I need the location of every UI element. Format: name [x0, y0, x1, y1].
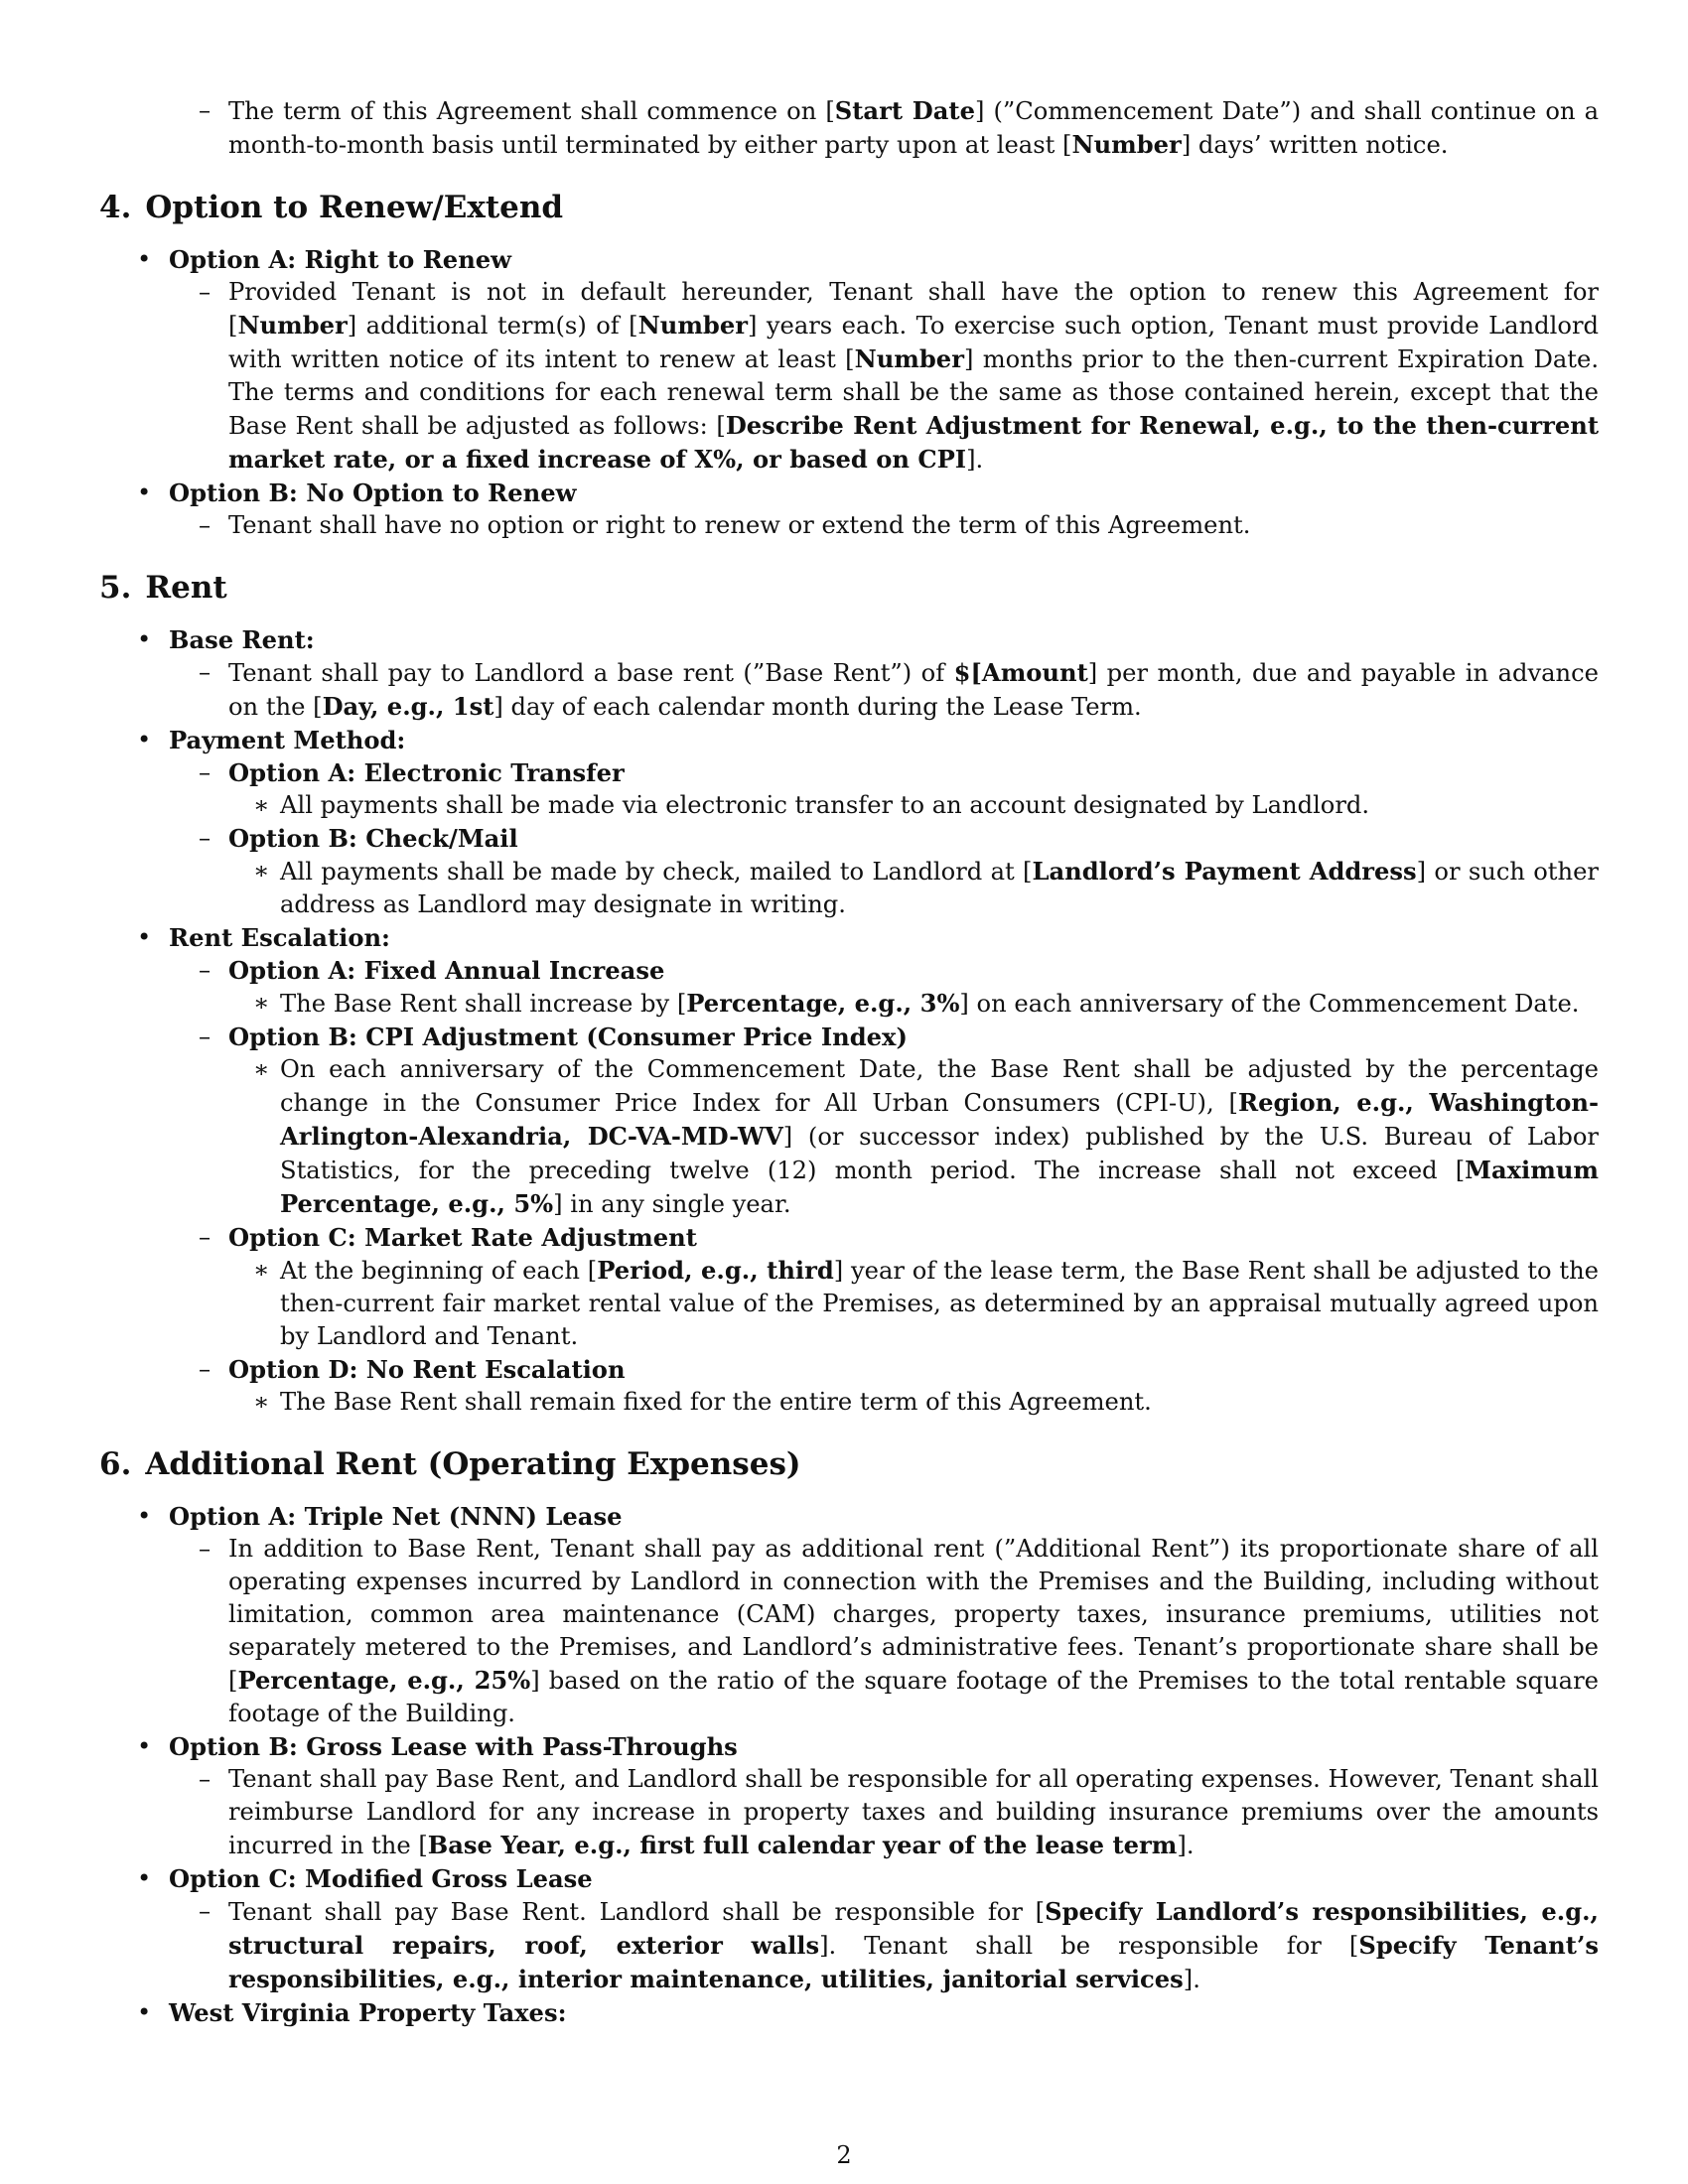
s6-option-c-text: – Tenant shall pay Base Rent. Landlord shall be responsible for [Specify Landlord’s responsibilities, e.g., structural repairs, roof, exterior walls]. Tenant shall be responsible for [Specify Tenant’s responsibilities, e.g., interior maintenance, utilities, janitorial services].	[99, 1895, 1599, 1996]
s4-option-a-text: – Provided Tenant is not in default hereunder, Tenant shall have the option to renew this Agreement for [Number] additional term(s) of [Number] years each. To exercise such option, Tenant must provide Landlord with written notice of its intent to renew at least [Number] months prior to the then-current Expiration Date. The terms and conditions for each renewal term shall be the same as those contained herein, except that the Base Rent shall be adjusted as follows: [Describe Rent Adjustment for Renewal, e.g., to the then-current market rate, or a fixed increase of X%, or based on CPI].	[99, 276, 1599, 477]
escalation-option-b-text: ∗ On each anniversary of the Commencement Date, the Base Rent shall be adjusted by the percentage change in the Consumer Price Index for All Urban Consumers (CPI-U), [Region, e.g., Washington-Arlington-Alexandria, DC-VA-MD-WV] (or successor index) published by the U.S. Bureau of Labor Statistics, for the preceding twelve (12) month period. The increase shall not exceed [Maximum Percentage, e.g., 5%] in any single year.	[99, 1053, 1599, 1221]
s6-option-a-text: – In addition to Base Rent, Tenant shall pay as additional rent (”Additional Rent”) its proportionate share of all operating expenses incurred by Landlord in connection with the Premises and the Building, including without limitation, common area maintenance (CAM) charges, property taxes, insurance premiums, utilities not separately metered to the Premises, and Landlord’s administrative fees. Tenant’s proportionate share shall be [Percentage, e.g., 25%] based on the ratio of the square footage of the Premises to the total rentable square footage of the Building.	[99, 1533, 1599, 1730]
s6-option-a-label: • Option A: Triple Net (NNN) Lease	[99, 1500, 1599, 1533]
s4-option-a-label: • Option A: Right to Renew	[99, 243, 1599, 276]
section-6-heading: 6. Additional Rent (Operating Expenses)	[99, 1446, 801, 1482]
escalation-option-a-label: – Option A: Fixed Annual Increase	[99, 954, 1599, 987]
base-rent-text: – Tenant shall pay to Landlord a base rent (”Base Rent”) of $[Amount] per month, due and payable in advance on the [Day, e.g., 1st] day of each calendar month during the Lease Term.	[99, 656, 1599, 724]
escalation-option-d-label: – Option D: No Rent Escalation	[99, 1353, 1599, 1386]
escalation-option-d-text: ∗ The Base Rent shall remain fixed for the entire term of this Agreement.	[99, 1386, 1599, 1419]
s4-option-b-text: – Tenant shall have no option or right to renew or extend the term of this Agreement.	[99, 509, 1599, 542]
rent-escalation-label: • Rent Escalation:	[99, 921, 1599, 954]
document-page	[99, 94, 1599, 2029]
escalation-option-c-text: ∗ At the beginning of each [Period, e.g., third] year of the lease term, the Base Rent shall be adjusted to the then-current fair market rental value of the Premises, as determined by an appraisal mutually agreed upon by Landlord and Tenant.	[99, 1254, 1599, 1353]
s6-option-b-label: • Option B: Gross Lease with Pass-Throughs	[99, 1730, 1599, 1763]
s4-option-b-label: • Option B: No Option to Renew	[99, 477, 1599, 509]
payment-option-a-label: – Option A: Electronic Transfer	[99, 756, 1599, 789]
payment-option-a-text: ∗ All payments shall be made via electronic transfer to an account designated by Landlord.	[99, 789, 1599, 822]
s6-option-c-label: • Option C: Modified Gross Lease	[99, 1862, 1599, 1895]
wv-property-taxes-label: • West Virginia Property Taxes:	[99, 1996, 1599, 2029]
escalation-option-c-label: – Option C: Market Rate Adjustment	[99, 1221, 1599, 1254]
payment-option-b-text: ∗ All payments shall be made by check, mailed to Landlord at [Landlord’s Payment Address] or such other address as Landlord may designate in writing.	[99, 855, 1599, 921]
section-4-heading: 4. Option to Renew/Extend	[99, 190, 564, 225]
term-paragraph: – The term of this Agreement shall commence on [Start Date] (”Commencement Date”) and shall continue on a month-to-month basis until terminated by either party upon at least [Number] days’ written notice.	[99, 94, 1599, 162]
escalation-option-a-text: ∗ The Base Rent shall increase by [Percentage, e.g., 3%] on each anniversary of the Commencement Date.	[99, 987, 1599, 1021]
escalation-option-b-label: – Option B: CPI Adjustment (Consumer Price Index)	[99, 1021, 1599, 1053]
base-rent-label: • Base Rent:	[99, 623, 1599, 656]
s6-option-b-text: – Tenant shall pay Base Rent, and Landlord shall be responsible for all operating expenses. However, Tenant shall reimburse Landlord for any increase in property taxes and building insurance premiums over the amounts incurred in the [Base Year, e.g., first full calendar year of the lease term].	[99, 1763, 1599, 1862]
payment-method-label: • Payment Method:	[99, 724, 1599, 756]
payment-option-b-label: – Option B: Check/Mail	[99, 822, 1599, 855]
page-number: 2	[836, 2141, 852, 2169]
section-5-heading: 5. Rent	[99, 570, 227, 606]
